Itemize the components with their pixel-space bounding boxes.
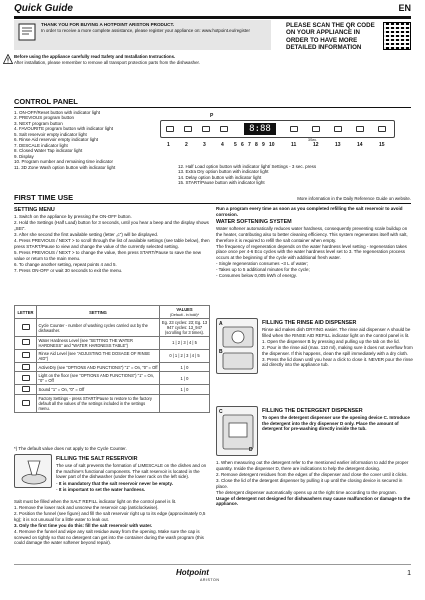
- label-a: A: [219, 321, 223, 327]
- table-cell: Factory Settings - press START/Pause to restore to the factory default all the values of the settings included in the settings menu.: [37, 394, 160, 412]
- table-cell: Light on the floor (see "OPTIONS AND FUNCTIONS") "1" = On, "0" = Off: [37, 372, 160, 385]
- list-item: 7. DESCALE indicator light: [14, 142, 68, 148]
- salt-title: FILLING THE SALT RESERVOIR: [56, 455, 138, 462]
- right-intro: Run a program every time as soon as you completed refilling the salt reservoir to avoid corrosion.: [216, 206, 403, 217]
- table-row: [15, 319, 210, 337]
- delay-button: [356, 126, 364, 132]
- callout-number: 2: [185, 142, 188, 148]
- list-item: 9. Display: [14, 153, 34, 159]
- rinse-text: Rinse aid makes dish DRYING easier. The rinse aid dispenser A should be filled when the RINSE AID REFILL indicator light on the control panel is lit.: [262, 327, 411, 338]
- setting-step: 5. Press PREVIOUS / NEXT > to change the value, then press START/Pause to save the new value or return to the main menu.: [14, 250, 201, 261]
- salt-text: The use of salt prevents the formation of LIMESCALE on the dishes and on the machine's functional components. The salt reservoir is located in the lower part of the dishwasher (under the lower rack on the left side).: [56, 463, 207, 480]
- list-item: 2. PREVIOUS program button: [14, 115, 75, 121]
- list-item: 13. Extra Dry option button with indicator light: [178, 169, 269, 175]
- half-load-button: [312, 126, 320, 132]
- setting-step: 1. Switch on the appliance by pressing the ON-OFF button.: [14, 214, 132, 220]
- qr-code-icon: [383, 22, 411, 50]
- detergent-steps: [216, 460, 413, 508]
- salt-step: 1. Remove the lower rack and unscrew the reservoir cap (anticlockwise).: [14, 505, 159, 511]
- list-item: 1. ON-OFF/Reset button with indicator light: [14, 110, 101, 115]
- detergent-note: The detergent dispenser automatically opens up at the right time according to the program.: [216, 489, 397, 495]
- panel-label-p: P: [210, 113, 214, 119]
- callout-number: 7: [248, 142, 251, 148]
- list-item: 14. Delay option button with indicator light: [178, 174, 262, 180]
- callout-number: 5: [234, 142, 237, 148]
- brand-sub: ARISTON: [200, 578, 220, 582]
- list-item: 10. Program number and remaining time indicator: [14, 159, 114, 165]
- extra-dry-button: [334, 126, 342, 132]
- salt-bullet: - It is important to set the water hardness.: [56, 486, 146, 492]
- detergent-step: 3. Close the lid of the detergent dispenser by pulling it up until the closing device is secured in place.: [216, 477, 403, 489]
- table-row: [15, 349, 210, 362]
- list-item: 4. FAVOURITE program button with indicator light: [14, 126, 113, 132]
- label-d: D: [249, 447, 253, 453]
- list-item: 11. 3D Zone Wash option button with indicator light: [14, 164, 116, 170]
- rinse-aid-icon: [22, 352, 30, 358]
- detergent-step: 1. When measuring out the detergent refer to the mentioned earlier information to add the proper quantity. Inside the dispenser D, there are indications to help the detergent dosing.: [216, 460, 409, 471]
- callout-number: 12: [313, 142, 319, 148]
- table-footnote: *) The default value does not apply to the Cycle Counter.: [14, 446, 127, 451]
- salt-note: Salt must be filled when the SALT REFILL indicator light on the control panel is lit.: [14, 499, 177, 504]
- setting-menu-title: SETTING MENU: [14, 206, 55, 213]
- setting-step: 3. After she second the first available setting (letter „c") will be displayed.: [14, 232, 159, 238]
- detergent-title: FILLING THE DETERGENT DISPENSER: [262, 407, 363, 414]
- light-on-floor-icon: [22, 375, 30, 381]
- cycle-counter-icon: [22, 324, 30, 330]
- 3d-zone-button: [290, 126, 298, 132]
- language-code: EN: [398, 3, 411, 13]
- table-cell: 0 | 1 | 2 | 3 | 4 | 5: [160, 349, 210, 362]
- detergent-illustration: [216, 406, 258, 456]
- previous-button: [184, 126, 192, 132]
- section-divider: [14, 203, 411, 204]
- table-cell: 1 | 0: [160, 362, 210, 372]
- onoff-button: [166, 126, 174, 132]
- warning-heading: Before using the appliance carefully read Safety and Installation Instructions.: [14, 54, 176, 59]
- callout-number: 8: [255, 142, 258, 148]
- active-dry-icon: [22, 364, 30, 370]
- callout-number: 14: [357, 142, 363, 148]
- thanks-text: In order to receive a more complete assistance, please register your appliance on: www.hotpoint.eu/register: [41, 27, 250, 33]
- table-cell: Water Hardness Level (see "SETTING THE WATER HARDNESS" and "WATER HARDNESS TABLE"): [37, 337, 160, 350]
- salt-bullet: - It is mandatory that the salt reservoir never be empty.: [56, 480, 173, 486]
- salt-step: 4. Remove the funnel and wipe any salt residue away from the opening. Make sure the cap is screwed on tightly so that no detergent can get into the container during the wash program (this could damage the water softener beyond repair).: [14, 529, 204, 546]
- callout-number: 10: [269, 142, 275, 148]
- table-row: [15, 372, 210, 385]
- rinse-aid-section: [262, 318, 413, 369]
- more-info-text: More information in the Daily Reference Guide on website.: [297, 196, 411, 201]
- sound-icon: [22, 386, 30, 392]
- callout-number: 11: [291, 142, 297, 148]
- table-header: LETTER: [15, 306, 37, 319]
- list-item: 15. START/Pause button with indicator light: [178, 180, 265, 186]
- rinse-step: 1. Open the dispenser B by pressing and pulling up the tab on the lid.: [262, 338, 400, 344]
- table-cell: 1 | 0: [160, 385, 210, 395]
- panel-label-3sec: 3Sec.: [308, 138, 318, 142]
- page-number: 1: [407, 570, 411, 577]
- rinse-step: 3. Press the lid down until you hear a click to close it. NEVER pour the rinse aid directly into the appliance tub.: [262, 356, 413, 368]
- factory-settings-icon: [22, 400, 30, 406]
- salt-step: 3. Only the first time you do this: fill the salt reservoir with water.: [14, 523, 153, 529]
- salt-section: [56, 454, 210, 493]
- table-row: [15, 385, 210, 395]
- setting-step: 4. Press PREVIOUS / NEXT > to scroll through the list of available settings (see table below), then press START/Pause to view and change the value of the currently selected setting.: [14, 238, 210, 249]
- softening-title: WATER SOFTENING SYSTEM: [216, 218, 292, 225]
- table-cell: ActiveDry (see "OPTIONS AND FUNCTIONS") "1" = On, "0" = Off: [37, 362, 160, 372]
- callout-number: 9: [262, 142, 265, 148]
- control-panel-list-right: [178, 164, 413, 186]
- softening-bullet: - Single regeneration consumes ~3 L of water;: [216, 261, 309, 267]
- booklet-icon: [17, 22, 37, 42]
- panel-display: 8:88: [244, 123, 276, 135]
- setting-step: 6. To change another setting, repeat points 4 and 5.: [14, 261, 117, 267]
- table-header: SETTING: [37, 306, 160, 319]
- table-row: [15, 337, 210, 350]
- label-b: B: [219, 349, 223, 355]
- table-cell: 1 | 2 | 3 | 4 | 5: [160, 337, 210, 350]
- page-title: Quick Guide: [14, 3, 73, 14]
- control-panel-title: CONTROL PANEL: [14, 97, 78, 106]
- header-divider: [14, 16, 411, 19]
- table-row: [15, 394, 210, 412]
- list-item: 8. Closed Water Tap indicator light: [14, 148, 83, 154]
- list-item: 3. NEXT program button: [14, 120, 63, 126]
- callout-number: 1: [167, 142, 170, 148]
- salt-reservoir-illustration: [14, 454, 52, 488]
- table-cell: Rinse Aid Level (see "ADJUSTING THE DOSAGE OF RINSE AID"): [37, 349, 160, 362]
- first-time-use-title: FIRST TIME USE: [14, 193, 74, 202]
- list-item: 12. Half Load option button with indicator light/ Settings - 3 sec. press: [178, 164, 317, 169]
- softening-section: [216, 206, 413, 280]
- table-cell: 1 | 0: [160, 372, 210, 385]
- warning-text: After installation, please remember to remove all transport protection parts from the dishwasher.: [14, 59, 200, 65]
- detergent-section: [262, 406, 413, 433]
- thanks-heading: THANK YOU FOR BUYING A HOTPOINT ARISTON PRODUCT.: [41, 22, 175, 27]
- control-panel-list-left: [14, 110, 164, 170]
- setting-step: 2. Hold the Settings (Half Load) button for 3 seconds, until you hear a beep and the display shows „SEt".: [14, 220, 209, 231]
- salt-steps: [14, 499, 210, 547]
- favourite-button: [220, 126, 228, 132]
- table-cell: Sound "1" = On, "0" = Off: [37, 385, 160, 395]
- detergent-warning: Usage of detergent not designed for dishwashers may cause malfunction or damage to the appliance.: [216, 495, 411, 507]
- softening-bullet: - Consumes below 0,005 kWh of energy.: [216, 273, 297, 279]
- next-button: [202, 126, 210, 132]
- warning-block: [14, 54, 271, 65]
- callout-number: 3: [203, 142, 206, 148]
- setting-step: 7. Press ON-OFF or wait 30 seconds to exit the menu.: [14, 267, 123, 273]
- callout-number: 15: [379, 142, 385, 148]
- warning-icon: [3, 54, 13, 64]
- label-c: C: [219, 409, 223, 415]
- callout-number: 4: [221, 142, 224, 148]
- table-cell: Eg. 23 cycles: 23; Eg. 13 947 cycles: 13_947 (scrolling for 3 times).: [160, 319, 210, 337]
- scan-qr-text: PLEASE SCAN THE QR CODE ON YOUR APPLIANCE IN ORDER TO HAVE MORE DETAILED INFORMATION: [286, 22, 375, 52]
- control-panel-diagram: [160, 110, 415, 160]
- detergent-step: 2. Remove detergent residues from the edges of the dispenser and close the cover until it clicks.: [216, 471, 408, 477]
- brand-logo: Hotpoint: [176, 568, 209, 577]
- softening-text: Water softener automatically reduces water hardness, consequently preventing scale buildup on the heater, contributing also to better cleaning efficiency. This system regenerates itself with salt, therefore it is required to refill the salt container when empty.: [216, 226, 408, 243]
- setting-menu-section: [14, 205, 210, 274]
- list-item: 5. Salt reservoir empty indicator light: [14, 131, 87, 137]
- table-header: VALUES (Default - in bold)*: [160, 306, 210, 319]
- list-item: 6. Rinse Aid reservoir empty indicator light: [14, 137, 99, 143]
- callout-number: 6: [241, 142, 244, 148]
- rinse-aid-illustration: [216, 318, 258, 374]
- rinse-title: FILLING THE RINSE AID DISPENSER: [262, 319, 357, 326]
- table-row: [15, 362, 210, 372]
- salt-step: 2. Position the funnel (see figure) and fill the salt reservoir right up to its edge (approximately 0,5 kg); it is not unusual for a little water to leak out.: [14, 511, 206, 522]
- table-cell: [160, 394, 210, 412]
- detergent-text: To open the detergent dispenser use the opening device C. Introduce the detergent into the dry dispenser D only. Place the amount of detergent for pre-washing directly inside the tub.: [262, 415, 410, 432]
- thanks-block: [41, 22, 271, 33]
- footer-divider: [14, 564, 411, 565]
- section-divider: [14, 107, 411, 108]
- water-hardness-icon: [22, 339, 30, 345]
- softening-text-2: The frequency of regeneration depends on the water hardness level setting - regeneration takes place once per 4-6 Eco cycles with the water hardness level set to 3. The regeneration process occurs at the beginning of the cycle with additional fresh water.: [216, 243, 407, 260]
- start-pause-button: [378, 126, 386, 132]
- softening-bullet: - Takes up to 5 additional minutes for the cycle;: [216, 267, 310, 273]
- rinse-step: 2. Pour in the rinse aid (max. 110 ml), making sure it does not overflow from the dispenser. If this happens, clean the spill immediately with a dry cloth.: [262, 345, 413, 356]
- callout-number: 13: [335, 142, 341, 148]
- settings-table: [14, 305, 210, 413]
- table-cell: Cycle Counter - number of washing cycles carried out by the dishwasher.: [37, 319, 160, 337]
